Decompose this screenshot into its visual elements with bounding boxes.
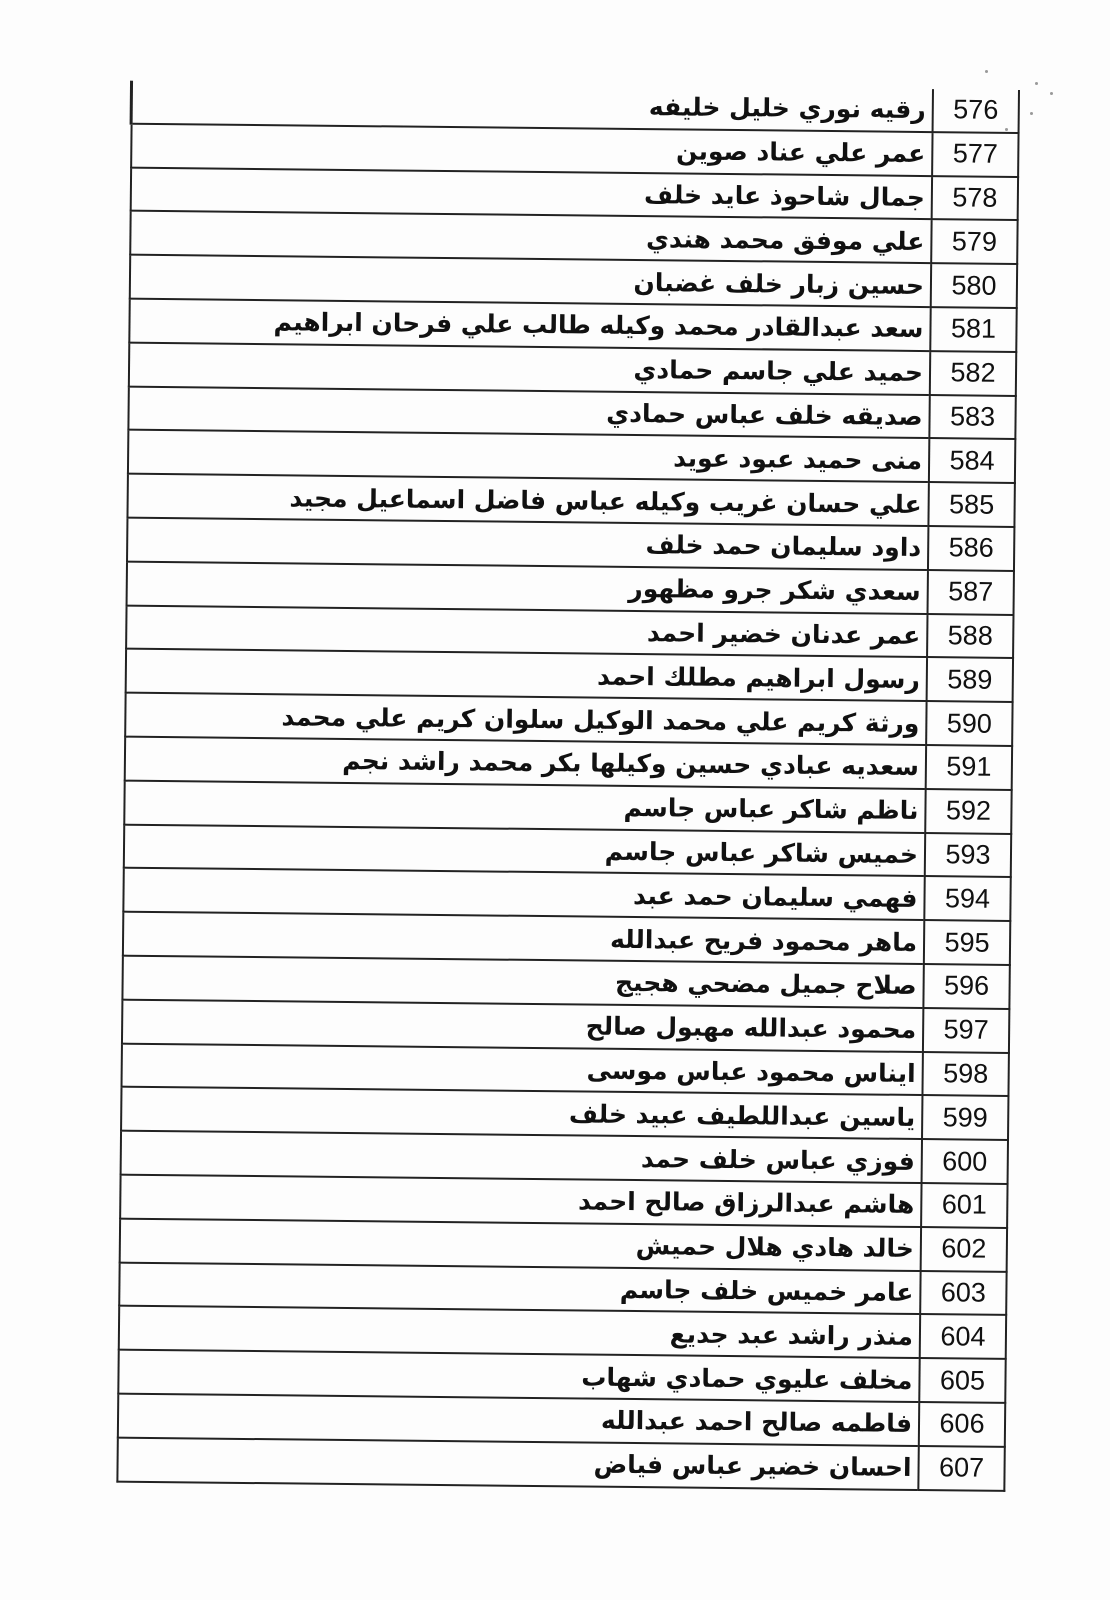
scan-speck <box>985 70 988 73</box>
row-number: 594 <box>924 876 1010 921</box>
row-number: 592 <box>925 789 1011 834</box>
person-name: فهمي سليمان حمد عبد <box>123 868 925 920</box>
person-name: صلاح جميل مضحي هجيج <box>122 956 924 1008</box>
row-number: 589 <box>927 657 1013 702</box>
scan-speck <box>1035 82 1038 85</box>
row-number: 586 <box>928 526 1014 571</box>
person-name: مخلف عليوي حمادي شهاب <box>118 1350 920 1402</box>
row-number: 581 <box>930 307 1016 352</box>
person-name: منى حميد عبود عويد <box>127 430 929 482</box>
person-name: حميد علي جاسم حمادي <box>128 342 930 394</box>
person-name: فاطمه صالح احمد عبدالله <box>117 1394 919 1446</box>
row-number: 596 <box>923 964 1009 1009</box>
person-name: ناظم شاكر عباس جاسم <box>124 780 926 832</box>
row-number: 598 <box>922 1052 1008 1097</box>
row-number: 607 <box>918 1446 1004 1491</box>
row-number: 584 <box>929 438 1015 483</box>
row-number: 600 <box>922 1139 1008 1184</box>
row-number: 582 <box>930 351 1016 396</box>
row-number: 605 <box>919 1358 1005 1403</box>
person-name: علي موفق محمد هندي <box>130 211 932 263</box>
table-row <box>117 1437 1005 1490</box>
row-number: 597 <box>923 1008 1009 1053</box>
row-number: 585 <box>928 482 1014 527</box>
person-name: عمر علي عناد صوين <box>131 123 933 175</box>
person-name: ايناس محمود عباس موسى <box>121 1043 923 1095</box>
row-number: 580 <box>931 263 1017 308</box>
person-name: سعدي شكر جرو مظهور <box>126 561 928 613</box>
person-name: خميس شاكر عباس جاسم <box>123 824 925 876</box>
scan-speck <box>1050 92 1053 95</box>
row-number: 579 <box>931 219 1017 264</box>
person-name: فوزي عباس خلف حمد <box>120 1131 922 1183</box>
person-name: احسان خضير عباس فياض <box>117 1437 919 1489</box>
person-name: منذر راشد عبد جديع <box>118 1306 920 1358</box>
person-name: رقيه نوري خليل خليفه <box>131 81 933 132</box>
row-number: 602 <box>921 1227 1007 1272</box>
row-number: 604 <box>920 1314 1006 1359</box>
row-number: 591 <box>926 745 1012 790</box>
names-table <box>115 81 1020 1492</box>
row-number: 583 <box>929 395 1015 440</box>
row-number: 606 <box>919 1402 1005 1447</box>
row-number: 599 <box>922 1095 1008 1140</box>
person-name: داود سليمان حمد خلف <box>127 518 929 570</box>
person-name: محمود عبدالله مهبول صالح <box>121 999 923 1051</box>
row-number: 588 <box>927 614 1013 659</box>
row-number: 601 <box>921 1183 1007 1228</box>
person-name: ماهر محمود فريح عبدالله <box>122 912 924 964</box>
row-number: 576 <box>933 89 1019 133</box>
person-name: علي حسان غريب وكيله عباس فاضل اسماعيل مجيد <box>127 474 929 526</box>
row-number: 578 <box>932 176 1018 221</box>
person-name: ياسين عبداللطيف عبيد خلف <box>121 1087 923 1139</box>
row-number: 587 <box>928 570 1014 615</box>
row-number: 595 <box>924 920 1010 965</box>
person-name: خالد هادي هلال حميش <box>119 1218 921 1270</box>
person-name: رسول ابراهيم مطلك احمد <box>125 649 927 701</box>
person-name: سعد عبدالقادر محمد وكيله طالب علي فرحان ابراهيم <box>129 299 931 351</box>
row-number: 590 <box>926 701 1012 746</box>
person-name: ورثة كريم علي محمد الوكيل سلوان كريم علي محمد <box>125 693 927 745</box>
person-name: حسين زبار خلف غضبان <box>129 255 931 307</box>
person-name: جمال شاحوذ عايد خلف <box>130 167 932 219</box>
row-number: 603 <box>920 1271 1006 1316</box>
row-number: 593 <box>925 833 1011 878</box>
person-name: عمر عدنان خضير احمد <box>126 605 928 657</box>
scan-speck <box>1030 112 1033 115</box>
person-name: سعديه عبادي حسين وكيلها بكر محمد راشد نجم <box>124 737 926 789</box>
row-number: 577 <box>932 132 1018 177</box>
names-table-wrapper <box>115 81 1020 1492</box>
person-name: صديقه خلف عباس حمادي <box>128 386 930 438</box>
names-table-body <box>117 81 1019 1491</box>
person-name: عامر خميس خلف جاسم <box>119 1262 921 1314</box>
person-name: هاشم عبدالرزاق صالح احمد <box>120 1175 922 1227</box>
